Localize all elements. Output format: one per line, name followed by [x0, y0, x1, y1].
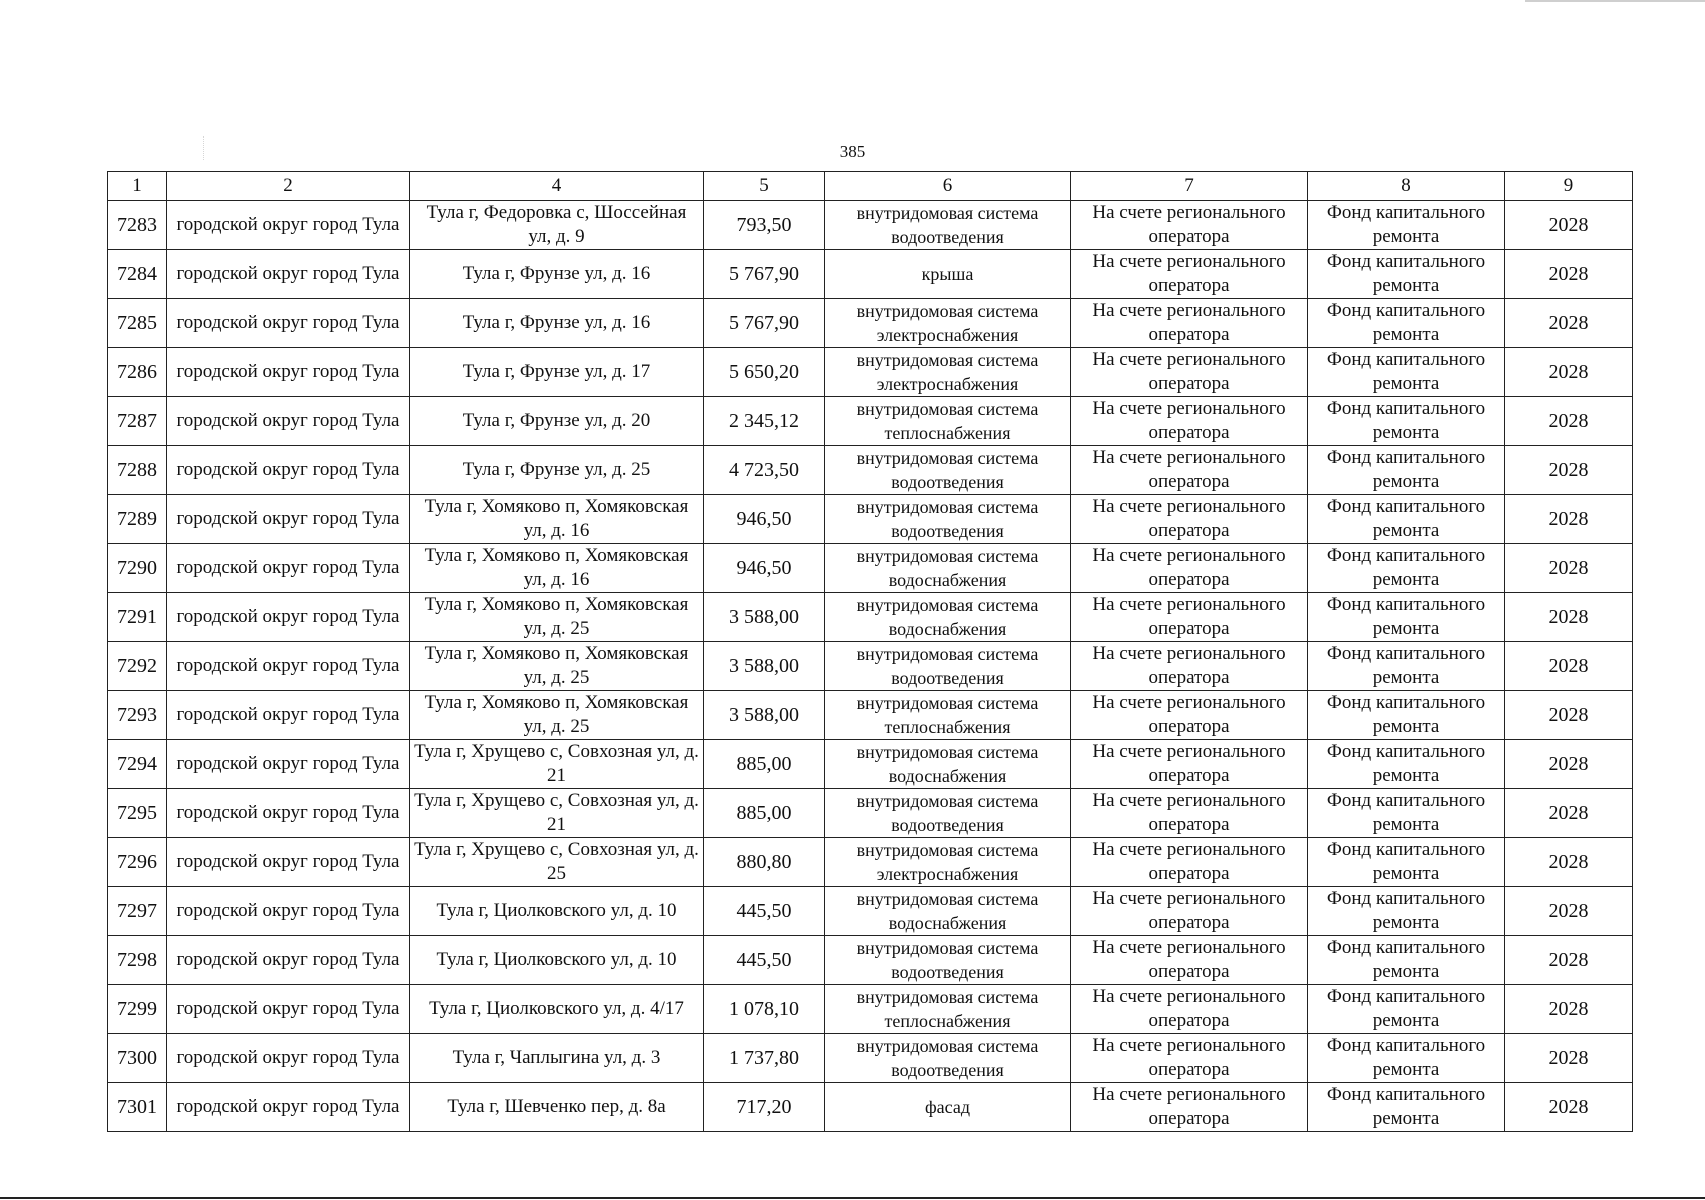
address-cell: Тула г, Фрунзе ул, д. 16: [410, 299, 704, 348]
work-type-cell: внутридомовая система электроснабжения: [825, 348, 1071, 397]
row-number-cell: 7284: [108, 250, 167, 299]
fund-account-cell: На счете регионального оператора: [1071, 1083, 1308, 1132]
fund-account-cell: На счете регионального оператора: [1071, 544, 1308, 593]
municipality-cell: городской округ город Тула: [167, 985, 410, 1034]
area-cell: 3 588,00: [704, 642, 825, 691]
column-header: 5: [704, 172, 825, 201]
fund-account-cell: На счете регионального оператора: [1071, 446, 1308, 495]
funding-source-cell: Фонд капитального ремонта: [1308, 250, 1505, 299]
year-cell: 2028: [1505, 397, 1633, 446]
address-cell: Тула г, Циолковского ул, д. 4/17: [410, 985, 704, 1034]
work-type-cell: внутридомовая система водоснабжения: [825, 593, 1071, 642]
table-row: [108, 985, 1633, 1034]
fund-account-cell: На счете регионального оператора: [1071, 593, 1308, 642]
funding-source-cell: Фонд капитального ремонта: [1308, 397, 1505, 446]
year-cell: 2028: [1505, 887, 1633, 936]
row-number-cell: 7298: [108, 936, 167, 985]
area-cell: 5 650,20: [704, 348, 825, 397]
table-row: [108, 544, 1633, 593]
municipality-cell: городской округ город Тула: [167, 691, 410, 740]
work-type-cell: внутридомовая система водоснабжения: [825, 887, 1071, 936]
fund-account-cell: На счете регионального оператора: [1071, 348, 1308, 397]
funding-source-cell: Фонд капитального ремонта: [1308, 887, 1505, 936]
funding-source-cell: Фонд капитального ремонта: [1308, 691, 1505, 740]
year-cell: 2028: [1505, 740, 1633, 789]
area-cell: 3 588,00: [704, 593, 825, 642]
area-cell: 946,50: [704, 544, 825, 593]
fund-account-cell: На счете регионального оператора: [1071, 740, 1308, 789]
table-row: [108, 887, 1633, 936]
year-cell: 2028: [1505, 789, 1633, 838]
municipality-cell: городской округ город Тула: [167, 299, 410, 348]
funding-source-cell: Фонд капитального ремонта: [1308, 740, 1505, 789]
work-type-cell: внутридомовая система электроснабжения: [825, 299, 1071, 348]
funding-source-cell: Фонд капитального ремонта: [1308, 299, 1505, 348]
address-cell: Тула г, Хомяково п, Хомяковская ул, д. 25: [410, 642, 704, 691]
year-cell: 2028: [1505, 838, 1633, 887]
column-header: 4: [410, 172, 704, 201]
area-cell: 4 723,50: [704, 446, 825, 495]
area-cell: 3 588,00: [704, 691, 825, 740]
funding-source-cell: Фонд капитального ремонта: [1308, 544, 1505, 593]
municipality-cell: городской округ город Тула: [167, 348, 410, 397]
column-header: 1: [108, 172, 167, 201]
work-type-cell: внутридомовая система водоотведения: [825, 495, 1071, 544]
year-cell: 2028: [1505, 544, 1633, 593]
row-number-cell: 7288: [108, 446, 167, 495]
table-row: [108, 936, 1633, 985]
address-cell: Тула г, Хомяково п, Хомяковская ул, д. 16: [410, 544, 704, 593]
column-header: 8: [1308, 172, 1505, 201]
funding-source-cell: Фонд капитального ремонта: [1308, 201, 1505, 250]
year-cell: 2028: [1505, 936, 1633, 985]
municipality-cell: городской округ город Тула: [167, 740, 410, 789]
capital-repair-table: [107, 171, 1633, 1132]
row-number-cell: 7285: [108, 299, 167, 348]
fund-account-cell: На счете регионального оператора: [1071, 642, 1308, 691]
row-number-cell: 7299: [108, 985, 167, 1034]
table-row: [108, 397, 1633, 446]
funding-source-cell: Фонд капитального ремонта: [1308, 789, 1505, 838]
table-body: [108, 201, 1633, 1132]
year-cell: 2028: [1505, 446, 1633, 495]
column-header: 6: [825, 172, 1071, 201]
area-cell: 880,80: [704, 838, 825, 887]
work-type-cell: внутридомовая система водоотведения: [825, 1034, 1071, 1083]
fund-account-cell: На счете регионального оператора: [1071, 887, 1308, 936]
municipality-cell: городской округ город Тула: [167, 201, 410, 250]
row-number-cell: 7290: [108, 544, 167, 593]
funding-source-cell: Фонд капитального ремонта: [1308, 985, 1505, 1034]
fund-account-cell: На счете регионального оператора: [1071, 250, 1308, 299]
funding-source-cell: Фонд капитального ремонта: [1308, 446, 1505, 495]
funding-source-cell: Фонд капитального ремонта: [1308, 593, 1505, 642]
row-number-cell: 7294: [108, 740, 167, 789]
table-row: [108, 1034, 1633, 1083]
table-row: [108, 299, 1633, 348]
municipality-cell: городской округ город Тула: [167, 936, 410, 985]
address-cell: Тула г, Фрунзе ул, д. 16: [410, 250, 704, 299]
address-cell: Тула г, Чаплыгина ул, д. 3: [410, 1034, 704, 1083]
table-row: [108, 250, 1633, 299]
work-type-cell: внутридомовая система водоотведения: [825, 789, 1071, 838]
fund-account-cell: На счете регионального оператора: [1071, 299, 1308, 348]
scan-top-stripe: [1525, 0, 1705, 2]
year-cell: 2028: [1505, 348, 1633, 397]
area-cell: 946,50: [704, 495, 825, 544]
row-number-cell: 7283: [108, 201, 167, 250]
funding-source-cell: Фонд капитального ремонта: [1308, 1083, 1505, 1132]
funding-source-cell: Фонд капитального ремонта: [1308, 495, 1505, 544]
row-number-cell: 7286: [108, 348, 167, 397]
work-type-cell: внутридомовая система водоснабжения: [825, 544, 1071, 593]
municipality-cell: городской округ город Тула: [167, 397, 410, 446]
municipality-cell: городской округ город Тула: [167, 642, 410, 691]
table-row: [108, 495, 1633, 544]
column-header: 7: [1071, 172, 1308, 201]
municipality-cell: городской округ город Тула: [167, 1034, 410, 1083]
row-number-cell: 7300: [108, 1034, 167, 1083]
fund-account-cell: На счете регионального оператора: [1071, 789, 1308, 838]
municipality-cell: городской округ город Тула: [167, 544, 410, 593]
address-cell: Тула г, Фрунзе ул, д. 25: [410, 446, 704, 495]
table-row: [108, 446, 1633, 495]
fund-account-cell: На счете регионального оператора: [1071, 1034, 1308, 1083]
municipality-cell: городской округ город Тула: [167, 593, 410, 642]
table-row: [108, 642, 1633, 691]
column-header: 2: [167, 172, 410, 201]
work-type-cell: внутридомовая система водоотведения: [825, 936, 1071, 985]
municipality-cell: городской округ город Тула: [167, 1083, 410, 1132]
address-cell: Тула г, Шевченко пер, д. 8а: [410, 1083, 704, 1132]
address-cell: Тула г, Хрущево с, Совхозная ул, д. 21: [410, 789, 704, 838]
municipality-cell: городской округ город Тула: [167, 250, 410, 299]
work-type-cell: внутридомовая система водоотведения: [825, 446, 1071, 495]
funding-source-cell: Фонд капитального ремонта: [1308, 348, 1505, 397]
row-number-cell: 7289: [108, 495, 167, 544]
municipality-cell: городской округ город Тула: [167, 838, 410, 887]
fund-account-cell: На счете регионального оператора: [1071, 397, 1308, 446]
area-cell: 885,00: [704, 740, 825, 789]
scan-bottom-rule: [0, 1197, 1705, 1199]
table-row: [108, 789, 1633, 838]
table-row: [108, 593, 1633, 642]
work-type-cell: внутридомовая система теплоснабжения: [825, 691, 1071, 740]
work-type-cell: фасад: [825, 1083, 1071, 1132]
municipality-cell: городской округ город Тула: [167, 789, 410, 838]
funding-source-cell: Фонд капитального ремонта: [1308, 838, 1505, 887]
table-row: [108, 691, 1633, 740]
area-cell: 445,50: [704, 887, 825, 936]
work-type-cell: внутридомовая система теплоснабжения: [825, 397, 1071, 446]
area-cell: 5 767,90: [704, 299, 825, 348]
work-type-cell: внутридомовая система водоотведения: [825, 642, 1071, 691]
year-cell: 2028: [1505, 1083, 1633, 1132]
address-cell: Тула г, Хрущево с, Совхозная ул, д. 21: [410, 740, 704, 789]
address-cell: Тула г, Хомяково п, Хомяковская ул, д. 25: [410, 691, 704, 740]
row-number-cell: 7297: [108, 887, 167, 936]
address-cell: Тула г, Циолковского ул, д. 10: [410, 936, 704, 985]
address-cell: Тула г, Хрущево с, Совхозная ул, д. 25: [410, 838, 704, 887]
year-cell: 2028: [1505, 985, 1633, 1034]
address-cell: Тула г, Федоровка с, Шоссейная ул, д. 9: [410, 201, 704, 250]
address-cell: Тула г, Хомяково п, Хомяковская ул, д. 25: [410, 593, 704, 642]
table-header-row: [108, 172, 1633, 201]
work-type-cell: внутридомовая система электроснабжения: [825, 838, 1071, 887]
municipality-cell: городской округ город Тула: [167, 446, 410, 495]
area-cell: 2 345,12: [704, 397, 825, 446]
fund-account-cell: На счете регионального оператора: [1071, 201, 1308, 250]
year-cell: 2028: [1505, 1034, 1633, 1083]
row-number-cell: 7295: [108, 789, 167, 838]
row-number-cell: 7301: [108, 1083, 167, 1132]
area-cell: 1 737,80: [704, 1034, 825, 1083]
year-cell: 2028: [1505, 495, 1633, 544]
fund-account-cell: На счете регионального оператора: [1071, 936, 1308, 985]
address-cell: Тула г, Циолковского ул, д. 10: [410, 887, 704, 936]
year-cell: 2028: [1505, 299, 1633, 348]
row-number-cell: 7296: [108, 838, 167, 887]
row-number-cell: 7293: [108, 691, 167, 740]
column-header: 9: [1505, 172, 1633, 201]
row-number-cell: 7287: [108, 397, 167, 446]
table-row: [108, 1083, 1633, 1132]
funding-source-cell: Фонд капитального ремонта: [1308, 1034, 1505, 1083]
work-type-cell: внутридомовая система теплоснабжения: [825, 985, 1071, 1034]
fund-account-cell: На счете регионального оператора: [1071, 691, 1308, 740]
area-cell: 1 078,10: [704, 985, 825, 1034]
area-cell: 885,00: [704, 789, 825, 838]
fund-account-cell: На счете регионального оператора: [1071, 838, 1308, 887]
table-row: [108, 348, 1633, 397]
work-type-cell: крыша: [825, 250, 1071, 299]
row-number-cell: 7292: [108, 642, 167, 691]
year-cell: 2028: [1505, 593, 1633, 642]
table-row: [108, 201, 1633, 250]
work-type-cell: внутридомовая система водоотведения: [825, 201, 1071, 250]
municipality-cell: городской округ город Тула: [167, 887, 410, 936]
fund-account-cell: На счете регионального оператора: [1071, 495, 1308, 544]
year-cell: 2028: [1505, 250, 1633, 299]
page-number: 385: [839, 142, 866, 161]
area-cell: 445,50: [704, 936, 825, 985]
address-cell: Тула г, Фрунзе ул, д. 17: [410, 348, 704, 397]
address-cell: Тула г, Хомяково п, Хомяковская ул, д. 16: [410, 495, 704, 544]
area-cell: 5 767,90: [704, 250, 825, 299]
row-number-cell: 7291: [108, 593, 167, 642]
year-cell: 2028: [1505, 642, 1633, 691]
year-cell: 2028: [1505, 201, 1633, 250]
fund-account-cell: На счете регионального оператора: [1071, 985, 1308, 1034]
area-cell: 717,20: [704, 1083, 825, 1132]
address-cell: Тула г, Фрунзе ул, д. 20: [410, 397, 704, 446]
year-cell: 2028: [1505, 691, 1633, 740]
area-cell: 793,50: [704, 201, 825, 250]
work-type-cell: внутридомовая система водоснабжения: [825, 740, 1071, 789]
funding-source-cell: Фонд капитального ремонта: [1308, 936, 1505, 985]
table-row: [108, 740, 1633, 789]
municipality-cell: городской округ город Тула: [167, 495, 410, 544]
funding-source-cell: Фонд капитального ремонта: [1308, 642, 1505, 691]
table-row: [108, 838, 1633, 887]
